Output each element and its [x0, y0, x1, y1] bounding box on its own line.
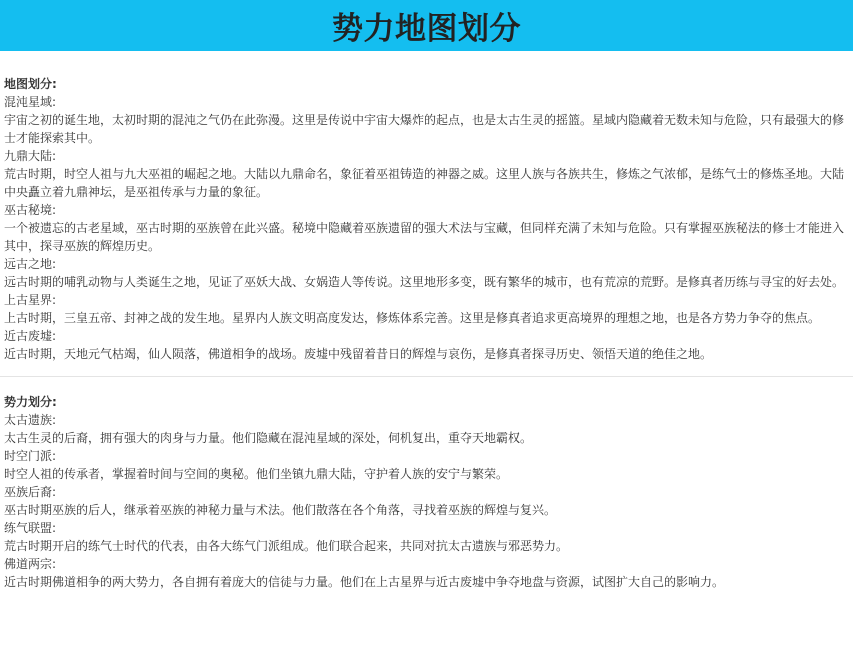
- map-item-name: 混沌星域:: [4, 95, 57, 109]
- map-item-desc: 近古时期，天地元气枯竭，仙人陨落，佛道相争的战场。废墟中残留着昔日的辉煌与哀伤，是修真者探寻历史、领悟天道的绝佳之地。: [4, 347, 713, 361]
- faction-section-heading: 势力划分:: [4, 395, 57, 409]
- page-header: [0, 0, 853, 51]
- faction-item-desc: 时空人祖的传承者，掌握着时间与空间的奥秘。他们坐镇九鼎大陆，守护着人族的安宁与繁荣。: [4, 467, 509, 481]
- faction-item-name: 巫族后裔:: [4, 485, 57, 499]
- faction-item-name: 时空门派:: [4, 449, 57, 463]
- map-section: [0, 51, 853, 363]
- map-item-name: 巫古秘境:: [4, 203, 57, 217]
- map-item-name: 远古之地:: [4, 257, 57, 271]
- map-item-desc: 宇宙之初的诞生地，太初时期的混沌之气仍在此弥漫。这里是传说中宇宙大爆炸的起点，也是太古生灵的摇篮。星域内隐藏着无数未知与危险，只有最强大的修士才能探索其中。: [4, 113, 845, 145]
- page-title: 势力地图划分: [332, 11, 521, 47]
- faction-item-desc: 近古时期佛道相争的两大势力，各自拥有着庞大的信徒与力量。他们在上古星界与近古废墟中争夺地盘与资源，试图扩大自己的影响力。: [4, 575, 725, 589]
- map-item-desc: 一个被遗忘的古老星域，巫古时期的巫族曾在此兴盛。秘境中隐藏着巫族遗留的强大术法与宝藏，但同样充满了未知与危险。只有掌握巫族秘法的修士才能进入其中，探寻巫族的辉煌历史。: [4, 221, 845, 253]
- map-item-desc: 上古时期，三皇五帝、封神之战的发生地。星界内人族文明高度发达，修炼体系完善。这里是修真者追求更高境界的理想之地，也是各方势力争夺的焦点。: [4, 311, 821, 325]
- map-item-desc: 荒古时期，时空人祖与九大巫祖的崛起之地。大陆以九鼎命名，象征着巫祖铸造的神器之威。这里人族与各族共生，修炼之气浓郁，是练气士的修炼圣地。大陆中央矗立着九鼎神坛，是巫祖传承与力量的象征。: [4, 167, 845, 199]
- faction-item-desc: 巫古时期巫族的后人，继承着巫族的神秘力量与术法。他们散落在各个角落，寻找着巫族的辉煌与复兴。: [4, 503, 557, 517]
- faction-item-desc: 荒古时期开启的练气士时代的代表，由各大练气门派组成。他们联合起来，共同对抗太古遗族与邪恶势力。: [4, 539, 569, 553]
- faction-item-name: 太古遗族:: [4, 413, 57, 427]
- map-item-name: 上古星界:: [4, 293, 57, 307]
- faction-item-name: 练气联盟:: [4, 521, 57, 535]
- map-item-desc: 远古时期的哺乳动物与人类诞生之地，见证了巫妖大战、女娲造人等传说。这里地形多变，既有繁华的城市，也有荒凉的荒野。是修真者历练与寻宝的好去处。: [4, 275, 845, 289]
- faction-section: [0, 377, 853, 591]
- map-item-name: 九鼎大陆:: [4, 149, 57, 163]
- map-item-name: 近古废墟:: [4, 329, 57, 343]
- faction-item-desc: 太古生灵的后裔，拥有强大的肉身与力量。他们隐藏在混沌星域的深处，伺机复出，重夺天地霸权。: [4, 431, 533, 445]
- faction-item-name: 佛道两宗:: [4, 557, 57, 571]
- map-section-heading: 地图划分:: [4, 77, 57, 91]
